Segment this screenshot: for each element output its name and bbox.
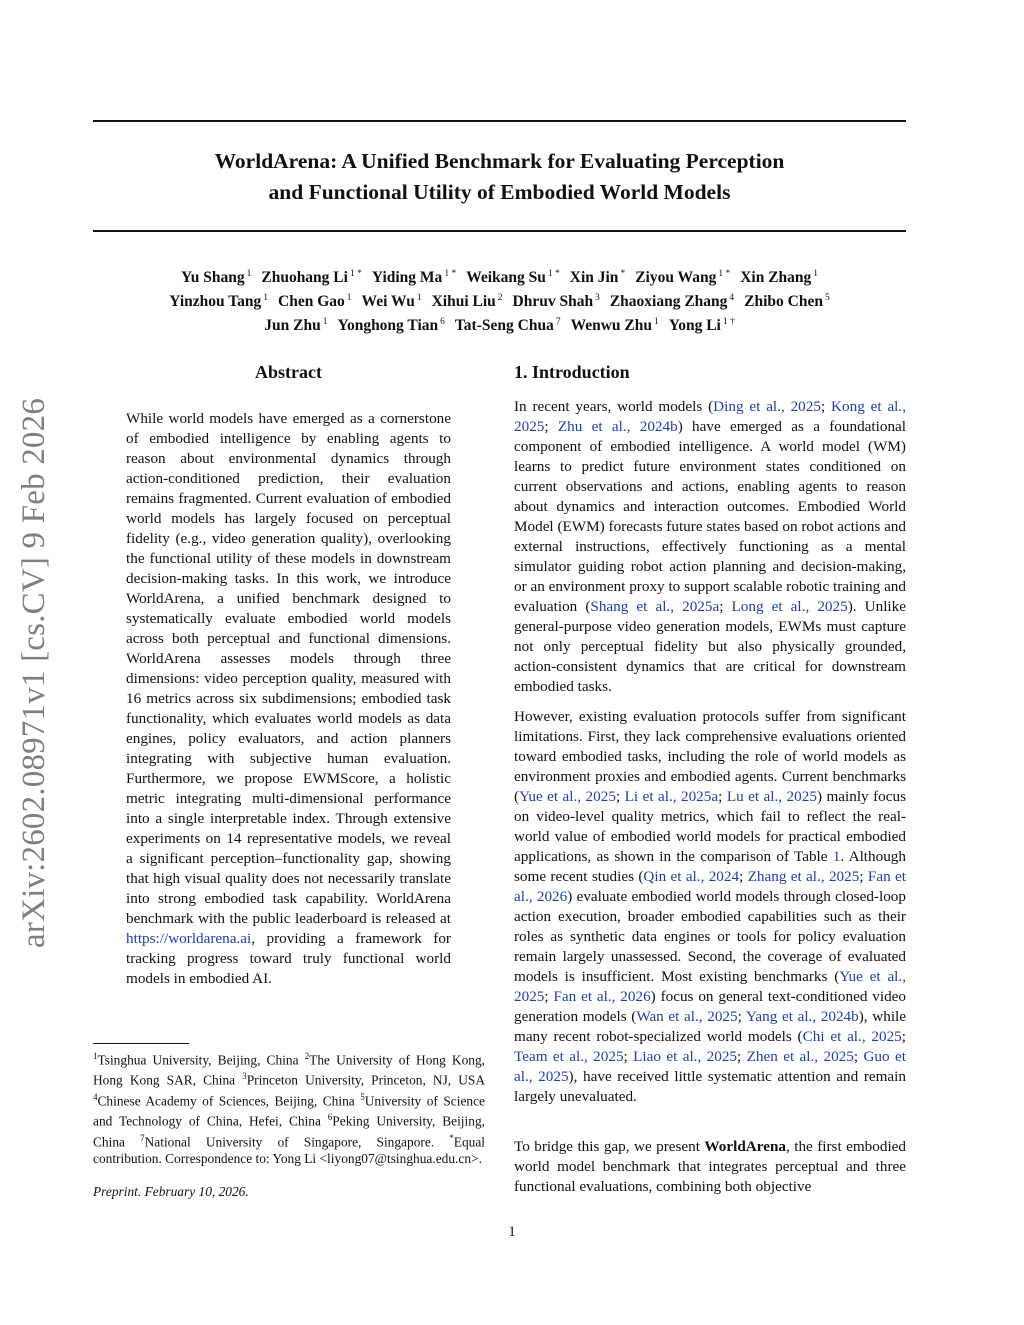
- text-run: ) focus on general text-conditioned video generation models (: [514, 988, 907, 1025]
- page-number: 1: [508, 1224, 516, 1240]
- author: [744, 293, 830, 310]
- author-name: Yiding Ma: [371, 269, 443, 287]
- author-name: Weikang Su: [466, 269, 546, 287]
- author: [337, 317, 444, 334]
- text-run: ;: [718, 788, 727, 805]
- affiliation-mark: 6: [327, 1112, 333, 1123]
- text-run: In recent years, world models (: [514, 398, 714, 415]
- preprint-note: Preprint. February 10, 2026.: [93, 1184, 249, 1199]
- author-line: [93, 312, 906, 336]
- citation-link[interactable]: Zhang et al., 2025: [747, 868, 860, 885]
- citation-link[interactable]: Yang et al., 2024b: [745, 1008, 859, 1025]
- affiliation-text: Chinese Academy of Sciences, Beijing, China: [97, 1093, 361, 1109]
- introduction-heading: 1. Introduction: [514, 362, 630, 382]
- introduction-paragraph-1: [514, 397, 906, 697]
- author-affiliation-mark: 1: [653, 317, 659, 328]
- introduction-paragraph-2: [514, 707, 906, 1107]
- citation-link[interactable]: Yue et al., 2025: [519, 788, 616, 805]
- author-name: Tat-Seng Chua: [454, 317, 554, 335]
- citation-link[interactable]: Guo et al., 2025: [514, 1048, 906, 1085]
- citation-link[interactable]: Chi et al., 2025: [802, 1028, 902, 1045]
- paper-title: [93, 146, 906, 208]
- paper-title-line-1: WorldArena: A Unified Benchmark for Evaluating Perception: [214, 149, 785, 173]
- affiliation-text: Tsinghua University, Beijing, China: [97, 1052, 305, 1068]
- citation-link[interactable]: Kong et al., 2025: [514, 398, 906, 435]
- text-run: ;: [739, 868, 748, 885]
- affiliation-text: Peking University, Beijing, China: [93, 1113, 485, 1150]
- text-run: ), have received little systematic attention and remain largely unevaluated.: [514, 1068, 906, 1105]
- footnote-rule: [93, 1043, 189, 1044]
- author-name: Xihui Liu: [431, 293, 496, 311]
- author: [513, 293, 600, 310]
- correspondence-text: Equal contribution. Correspondence to: Yong Li <liyong07@tsinghua.edu.cn>.: [93, 1134, 485, 1167]
- author-name: Wei Wu: [361, 293, 415, 311]
- text-run: , the first embodied world model benchmark that integrates perceptual and three functional evaluations, combining both objective: [514, 1138, 906, 1195]
- text-run: ) mainly focus on video-level quality metrics, which fail to reflect the real-world value of embodied world models for practical embodied applications, as shown in the comparison of Table: [514, 788, 906, 865]
- abstract-text-part-2: , providing a framework for tracking progress toward truly functional world models in embodied AI.: [126, 930, 451, 987]
- citation-link[interactable]: Li et al., 2025a: [624, 788, 719, 805]
- author-affiliation-mark: 1 *: [718, 269, 731, 279]
- author-line: [93, 264, 906, 288]
- author-affiliation-mark: 3: [595, 293, 600, 304]
- author: [169, 293, 268, 310]
- citation-link[interactable]: Ding et al., 2025: [713, 398, 821, 415]
- affiliation-mark: 1: [93, 1051, 98, 1061]
- text-run: To bridge this gap, we present: [514, 1138, 705, 1155]
- citation-link[interactable]: Wan et al., 2025: [636, 1008, 738, 1025]
- citation-link[interactable]: Liao et al., 2025: [633, 1048, 738, 1065]
- text-run: ;: [544, 418, 558, 435]
- author-affiliation-mark: 6: [440, 317, 445, 328]
- author: [362, 293, 422, 310]
- paper-title-line-2: and Functional Utility of Embodied World Models: [268, 180, 731, 204]
- author-affiliation-mark: 1 †: [722, 317, 735, 328]
- introduction-paragraph-3: [514, 1137, 906, 1197]
- author-affiliation-mark: 1 *: [444, 269, 457, 279]
- author-name: Xin Zhang: [740, 269, 812, 287]
- citation-link[interactable]: Lu et al., 2025: [726, 788, 817, 805]
- author: [181, 269, 251, 286]
- text-run: ). Unlike general-purpose video generation models, EWMs must capture not only perceptual fidelity but also physically grounded, action-consistent dynamics that are critical for downstream embodied tasks.: [514, 598, 906, 695]
- affiliation-text: Princeton University, Princeton, NJ, USA: [246, 1072, 485, 1088]
- table-reference-link[interactable]: 1: [832, 848, 841, 865]
- text-run: ) have emerged as a foundational component of embodied intelligence. A world model (WM) learns to predict future environment states conditioned on current observations and actions, enabling agents to reason about dynamics and interaction outcomes. Embodied World Model (EWM) forecasts future states based on robot actions and external instructions, effectively functioning as a mental simulator guiding robot action planning and decision-making, or an environment proxy to support scalable robotic training and evaluation (: [514, 418, 907, 615]
- author-affiliation-mark: 1: [416, 293, 422, 304]
- text-run: ;: [623, 1048, 634, 1065]
- text-run: ;: [615, 788, 625, 805]
- citation-link[interactable]: Zhen et al., 2025: [746, 1048, 854, 1065]
- author-affiliation-mark: 1 *: [349, 269, 362, 279]
- author: [432, 293, 503, 310]
- text-run: ;: [853, 1048, 864, 1065]
- benchmark-name: WorldArena: [704, 1138, 786, 1155]
- author-name: Zhuohang Li: [261, 269, 348, 287]
- affiliation-text: The University of Hong Kong, Hong Kong SAR, China: [93, 1052, 485, 1088]
- text-run: However, existing evaluation protocols suffer from significant limitations. First, they lack comprehensive evaluations oriented toward embodied tasks, including the role of world models as environment proxies and embodied agents. Current benchmarks (: [514, 708, 906, 805]
- text-run: ;: [820, 398, 832, 415]
- author-name: Yong Li: [668, 317, 721, 335]
- affiliation-mark: 4: [93, 1091, 98, 1102]
- affiliation-mark: 7: [140, 1132, 145, 1143]
- author-name: Yonghong Tian: [337, 317, 439, 335]
- author: [278, 293, 352, 310]
- text-run: ;: [544, 988, 554, 1005]
- author-affiliation-mark: 1: [322, 317, 328, 328]
- author: [610, 293, 734, 310]
- leaderboard-link[interactable]: https://worldarena.ai: [126, 930, 252, 947]
- abstract-body: [126, 409, 451, 989]
- affiliation-mark: 3: [242, 1071, 247, 1082]
- citation-link[interactable]: Zhu et al., 2024b: [557, 418, 678, 435]
- author-affiliation-mark: 1: [263, 293, 269, 304]
- text-run: ;: [901, 1028, 906, 1045]
- author-name: Chen Gao: [278, 293, 345, 311]
- affiliations-footnote: [93, 1048, 485, 1167]
- citation-link[interactable]: Qin et al., 2024: [643, 868, 740, 885]
- author: [669, 317, 735, 334]
- author-name: Dhruv Shah: [512, 293, 594, 311]
- author-name: Wenwu Zhu: [570, 317, 652, 335]
- author-name: Jun Zhu: [264, 317, 321, 335]
- text-run: . Although some recent studies (: [514, 848, 906, 885]
- author-affiliation-mark: 1: [346, 293, 352, 304]
- author: [455, 317, 561, 334]
- author-affiliation-mark: 4: [729, 293, 735, 304]
- author-line: [93, 288, 906, 312]
- author: [740, 269, 818, 286]
- affiliation-mark: 5: [360, 1091, 365, 1102]
- author: [635, 269, 730, 286]
- arxiv-identifier-stamp: arXiv:2602.08971v1 [cs.CV] 9 Feb 2026: [16, 397, 52, 948]
- author-name: Zhibo Chen: [744, 293, 823, 311]
- abstract-heading: Abstract: [255, 362, 322, 382]
- author-affiliation-mark: 7: [555, 317, 561, 328]
- text-run: ;: [859, 868, 868, 885]
- text-run: ;: [737, 1008, 746, 1025]
- author-name: Zhaoxiang Zhang: [609, 293, 728, 311]
- citation-link[interactable]: Long et al., 2025: [731, 598, 848, 615]
- abstract-text-part-1: While world models have emerged as a cornerstone of embodied intelligence by enabling agents to reason about environmental dynamics through action-conditioned prediction, their evaluation remains fragmented. Current evaluation of embodied world models has largely focused on perceptual fidelity (e.g., video generation quality), overlooking the functional utility of these models in downstream decision-making tasks. In this work, we introduce WorldArena, a unified benchmark designed to systematically evaluate embodied world models across both perceptual and functional dimensions. WorldArena assesses models through three dimensions: video perception quality, measured with 16 metrics across six subdimensions; embodied task functionality, which evaluates world models as data engines, policy evaluators, and action planners integrating with subjective human evaluation. Furthermore, we propose EWMScore, a holistic metric integrating multi-dimensional performance into a single interpretable index. Through extensive experiments on 14 representative models, we reveal a significant perception–functionality gap, showing that high visual quality does not necessarily translate into strong embodied task capability. WorldArena benchmark with the public leaderboard is released at: [126, 410, 451, 927]
- author-affiliation-mark: 1: [813, 269, 819, 279]
- affiliation-mark: 2: [304, 1051, 310, 1061]
- text-run: ) evaluate embodied world models through closed-loop action execution, broader embodied capabilities such as their roles as synthetic data engines or tools for policy evaluation remain largely unassessed. Second, the coverage of evaluated models is insufficient. Most existing benchmarks (: [514, 888, 906, 985]
- author-affiliation-mark: *: [620, 269, 626, 279]
- text-run: ;: [737, 1048, 747, 1065]
- citation-link[interactable]: Shang et al., 2025a: [590, 598, 720, 615]
- text-run: ;: [719, 598, 732, 615]
- author-name: Yu Shang: [180, 269, 245, 287]
- citation-link[interactable]: Fan et al., 2026: [514, 868, 906, 905]
- author: [372, 269, 456, 286]
- title-top-rule: [93, 120, 906, 122]
- equal-contribution-mark: *: [449, 1132, 454, 1143]
- author-affiliation-mark: 2: [497, 293, 503, 304]
- citation-link[interactable]: Team et al., 2025: [514, 1048, 624, 1065]
- author-affiliation-mark: 1: [246, 269, 252, 279]
- author-name: Ziyou Wang: [635, 269, 717, 287]
- author: [571, 317, 659, 334]
- affiliation-text: National University of Singapore, Singapore.: [144, 1134, 450, 1150]
- text-run: ), while many recent robot-specialized world models (: [514, 1008, 906, 1045]
- author-name: Xin Jin: [569, 269, 619, 287]
- affiliation-text: University of Science and Technology of China, Hefei, China: [93, 1093, 485, 1129]
- title-bottom-rule: [93, 230, 906, 232]
- author: [466, 269, 560, 286]
- author-affiliation-mark: 5: [825, 293, 830, 304]
- author: [570, 269, 625, 286]
- citation-link[interactable]: Fan et al., 2026: [553, 988, 651, 1005]
- author: [261, 269, 361, 286]
- author-affiliation-mark: 1 *: [547, 269, 560, 279]
- author-name: Yinzhou Tang: [169, 293, 262, 311]
- author-list: [93, 264, 906, 336]
- author: [264, 317, 327, 334]
- citation-link[interactable]: Yue et al., 2025: [514, 968, 906, 1005]
